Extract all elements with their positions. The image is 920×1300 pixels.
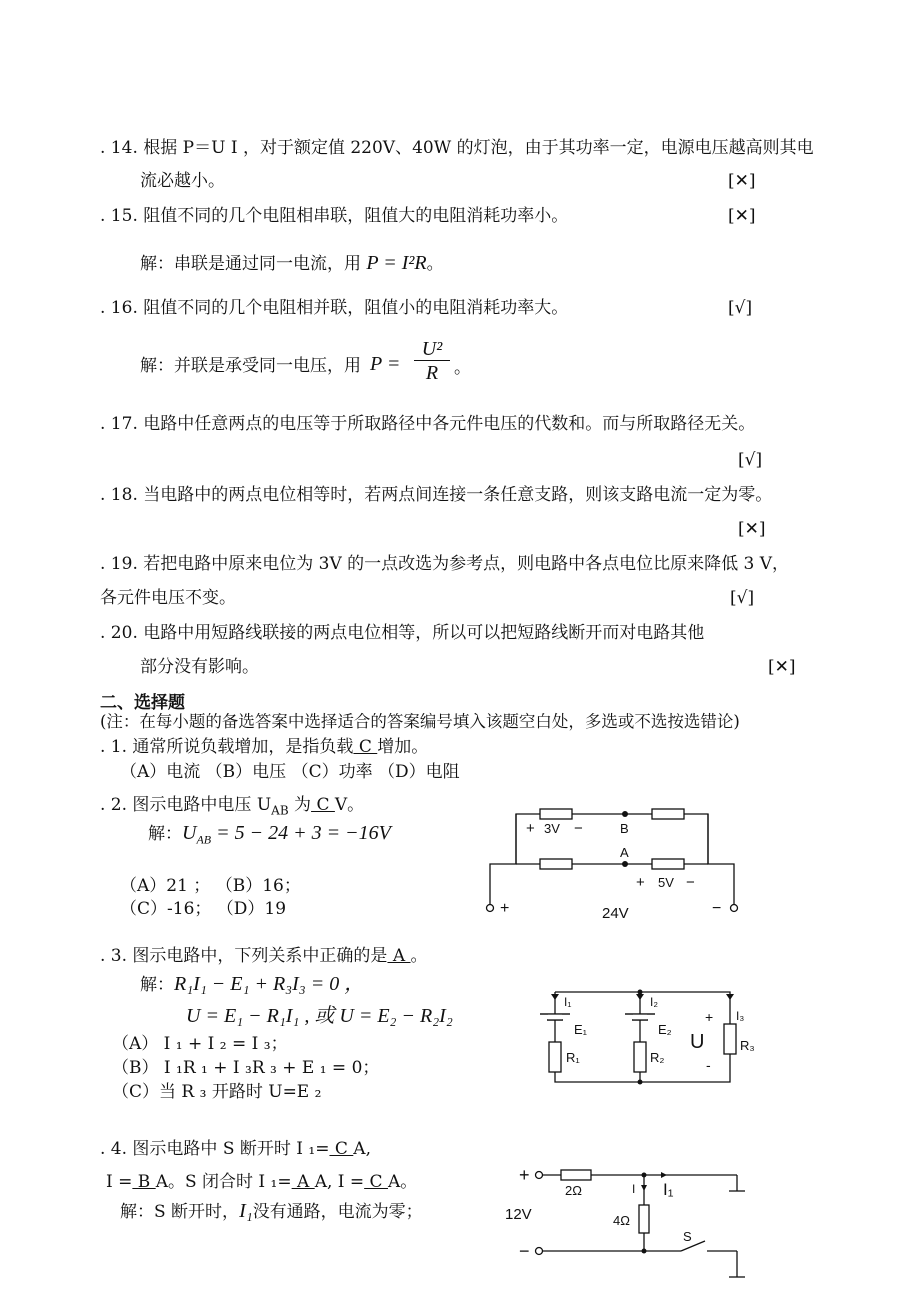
mc4-sol-prefix: 解：S 断开时， — [120, 1202, 240, 1222]
mc4-l2-b: B — [132, 1172, 156, 1192]
mc4-l2-g: A。 — [387, 1172, 418, 1192]
fig2-plus-terminal: + — [500, 900, 510, 917]
q14-mark: [✕] — [728, 171, 756, 191]
mc2-options-2: （C）-16； （D）19 — [120, 899, 287, 919]
fig3-e2: E₂ — [658, 1022, 672, 1037]
mc4-sol-rest: 没有通路，电流为零； — [252, 1202, 423, 1222]
fig3-r2 — [634, 1042, 646, 1072]
mc2-sol-u: U — [182, 822, 197, 844]
fig2-plus-1: + — [526, 820, 535, 837]
mc3-pre: . 3. 图示电路中，下列关系中正确的是 — [100, 946, 388, 966]
fig3-u: U — [690, 1031, 705, 1053]
mc3-sol-eq2: U = E₁ − R₁I₁ , 或 U = E₂ − R₂I₂ — [186, 1005, 453, 1027]
fig3-i2: I₂ — [650, 995, 658, 1009]
q16-lhs: P = — [370, 353, 401, 375]
fig2-resistor-top-left — [540, 809, 572, 819]
mc4-l2-c: A。S 闭合时 I ₁= — [155, 1172, 292, 1192]
fig2-plus-2: + — [636, 874, 645, 891]
q15-formula: P = I²R — [366, 252, 427, 274]
fig4-switch-label: S — [683, 1229, 692, 1244]
q19-mark: [√] — [730, 588, 755, 608]
fig3-r3 — [724, 1024, 736, 1054]
fig3-r2-label: R₂ — [650, 1050, 665, 1065]
mc2-post: V。 — [334, 795, 365, 815]
q16-mark: [√] — [728, 298, 753, 318]
fig2-resistor-top-right — [652, 809, 684, 819]
fig2-label-a: A — [620, 845, 629, 860]
mc2-options-1: （A）21 ； （B）16； — [120, 876, 301, 896]
mc4-line1 — [100, 1138, 371, 1160]
fig2-5v: 5V — [658, 875, 674, 890]
figure-2-circuit — [480, 800, 750, 925]
q16-fraction — [414, 338, 450, 385]
mc2-sol-sub: AB — [196, 832, 212, 847]
mc4-sol-var: I₁ — [239, 1200, 253, 1222]
fig4-i1: I₁ — [663, 1180, 674, 1199]
fig3-r1 — [549, 1042, 561, 1072]
q20-line2: 部分没有影响。 — [140, 657, 259, 677]
q16-denominator: R — [425, 362, 439, 384]
fig2-resistor-bottom-right — [652, 859, 684, 869]
fig2-node-b — [622, 811, 628, 817]
fig3-plus: + — [705, 1009, 714, 1025]
fig4-i: I — [632, 1182, 636, 1196]
figure-3-circuit — [530, 980, 780, 1095]
mc4-solution — [120, 1200, 423, 1223]
q15-sol-end: 。 — [426, 254, 444, 274]
q15-mark: [✕] — [728, 206, 756, 226]
mc1-question — [100, 736, 428, 758]
mc4-l2-d: A — [291, 1172, 315, 1192]
mc3-sol1 — [140, 973, 364, 996]
mc1-options: （A）电流 （B）电压 （C）功率 （D）电阻 — [120, 762, 460, 782]
mc2-sub: AB — [271, 803, 289, 818]
mc1-post: 增加。 — [377, 737, 429, 757]
mc4-l2-a: I = — [106, 1172, 133, 1192]
mc2-sol-prefix: 解： — [148, 824, 182, 844]
mc3-option-b: （B） I ₁R ₁ + I ₃R ₃ + E ₁ = 0； — [112, 1058, 380, 1078]
mc4-l1-pre: . 4. 图示电路中 S 断开时 I ₁= — [100, 1139, 330, 1159]
fig4-r-4ohm — [639, 1205, 649, 1233]
q16-sol-end: 。 — [454, 358, 471, 378]
mc4-l2-f: C — [364, 1172, 388, 1192]
fig2-node-a — [622, 861, 628, 867]
section2-title: 二、选择题 — [100, 693, 185, 713]
mc1-answer: C — [353, 737, 378, 757]
fig4-minus: − — [519, 1241, 530, 1261]
fig2-minus-terminal: − — [712, 900, 722, 917]
mc4-l1-post: A, — [353, 1139, 371, 1159]
fig3-r3-label: R₃ — [740, 1038, 755, 1053]
mc3-question — [100, 945, 428, 967]
mc2-question — [100, 794, 364, 821]
q16-text: . 16. 阻值不同的几个电阻相并联，阻值小的电阻消耗功率大。 — [100, 298, 569, 318]
q19-line2: 各元件电压不变。 — [100, 588, 236, 608]
mc3-option-c: （C）当 R ₃ 开路时 U=E ₂ — [112, 1082, 322, 1102]
fig4-12v: 12V — [505, 1206, 532, 1223]
fig2-label-b: B — [620, 821, 629, 836]
fig3-minus: - — [706, 1057, 711, 1073]
fig2-3v: 3V — [544, 821, 560, 836]
figure-4-circuit — [505, 1155, 765, 1295]
mc2-mid: 为 — [288, 795, 312, 815]
q15-text: . 15. 阻值不同的几个电阻相串联，阻值大的电阻消耗功率小。 — [100, 206, 569, 226]
q20-line1: . 20. 电路中用短路线联接的两点电位相等，所以可以把短路线断开而对电路其他 — [100, 623, 705, 643]
mc4-l1-ans: C — [329, 1139, 354, 1159]
mc4-line2 — [106, 1171, 417, 1193]
fig3-i1: I₁ — [564, 995, 572, 1009]
mc1-pre: . 1. 通常所说负载增加，是指负载 — [100, 737, 354, 757]
q20-mark: [✕] — [768, 657, 796, 677]
q18-mark: [✕] — [738, 519, 766, 539]
q18-text: . 18. 当电路中的两点电位相等时，若两点间连接一条任意支路，则该支路电流一定为零。 — [100, 485, 773, 505]
mc3-sol-prefix: 解： — [140, 975, 174, 995]
q14-line2: 流必越小。 — [140, 171, 225, 191]
q17-text: . 17. 电路中任意两点的电压等于所取路径中各元件电压的代数和。而与所取路径无关。 — [100, 414, 756, 434]
fig4-4ohm: 4Ω — [613, 1213, 630, 1228]
q16-numerator: U² — [414, 338, 450, 361]
mc2-pre: . 2. 图示电路中电压 U — [100, 795, 272, 815]
mc3-post: 。 — [410, 946, 428, 966]
mc4-l2-e: A, I = — [314, 1172, 365, 1192]
q19-line1: . 19. 若把电路中原来电位为 3V 的一点改选为参考点，则电路中各点电位比原来降低 3 V， — [100, 554, 790, 574]
fig3-e1: E₁ — [574, 1022, 588, 1037]
fig2-resistor-bottom-left — [540, 859, 572, 869]
fig3-r1-label: R₁ — [566, 1050, 580, 1065]
fig2-minus-2: − — [686, 874, 695, 891]
fig4-r-2ohm — [561, 1170, 591, 1180]
section2-note: (注：在每小题的备选答案中选择适合的答案编号填入该题空白处，多选或不选按选错论) — [100, 712, 740, 731]
fig4-2ohm: 2Ω — [565, 1183, 582, 1198]
q16-sol-text: 解：并联是承受同一电压，用 — [140, 356, 361, 376]
q15-solution — [140, 252, 444, 275]
fig2-24v: 24V — [602, 905, 629, 922]
mc2-sol-rest: = 5 − 24 + 3 = −16V — [211, 822, 391, 844]
q17-mark: [√] — [738, 450, 763, 470]
fig3-i3: I₃ — [736, 1009, 745, 1023]
mc3-sol2 — [186, 1005, 453, 1028]
mc2-answer: C — [311, 795, 335, 815]
q14-line1: . 14. 根据 P＝U I ，对于额定值 220V、40W 的灯泡，由于其功率一定，电源电压越高则其电 — [100, 138, 814, 158]
mc3-answer: A — [387, 946, 411, 966]
q15-sol-text: 解：串联是通过同一电流，用 — [140, 254, 361, 274]
mc3-option-a: （A） I ₁ + I ₂ = I ₃； — [112, 1034, 288, 1054]
fig2-minus-1: − — [574, 820, 583, 837]
mc3-sol-eq1: R₁I₁ − E₁ + R₃I₃ = 0 ， — [174, 973, 365, 995]
fig4-plus: + — [519, 1165, 530, 1185]
mc2-solution — [148, 822, 391, 850]
